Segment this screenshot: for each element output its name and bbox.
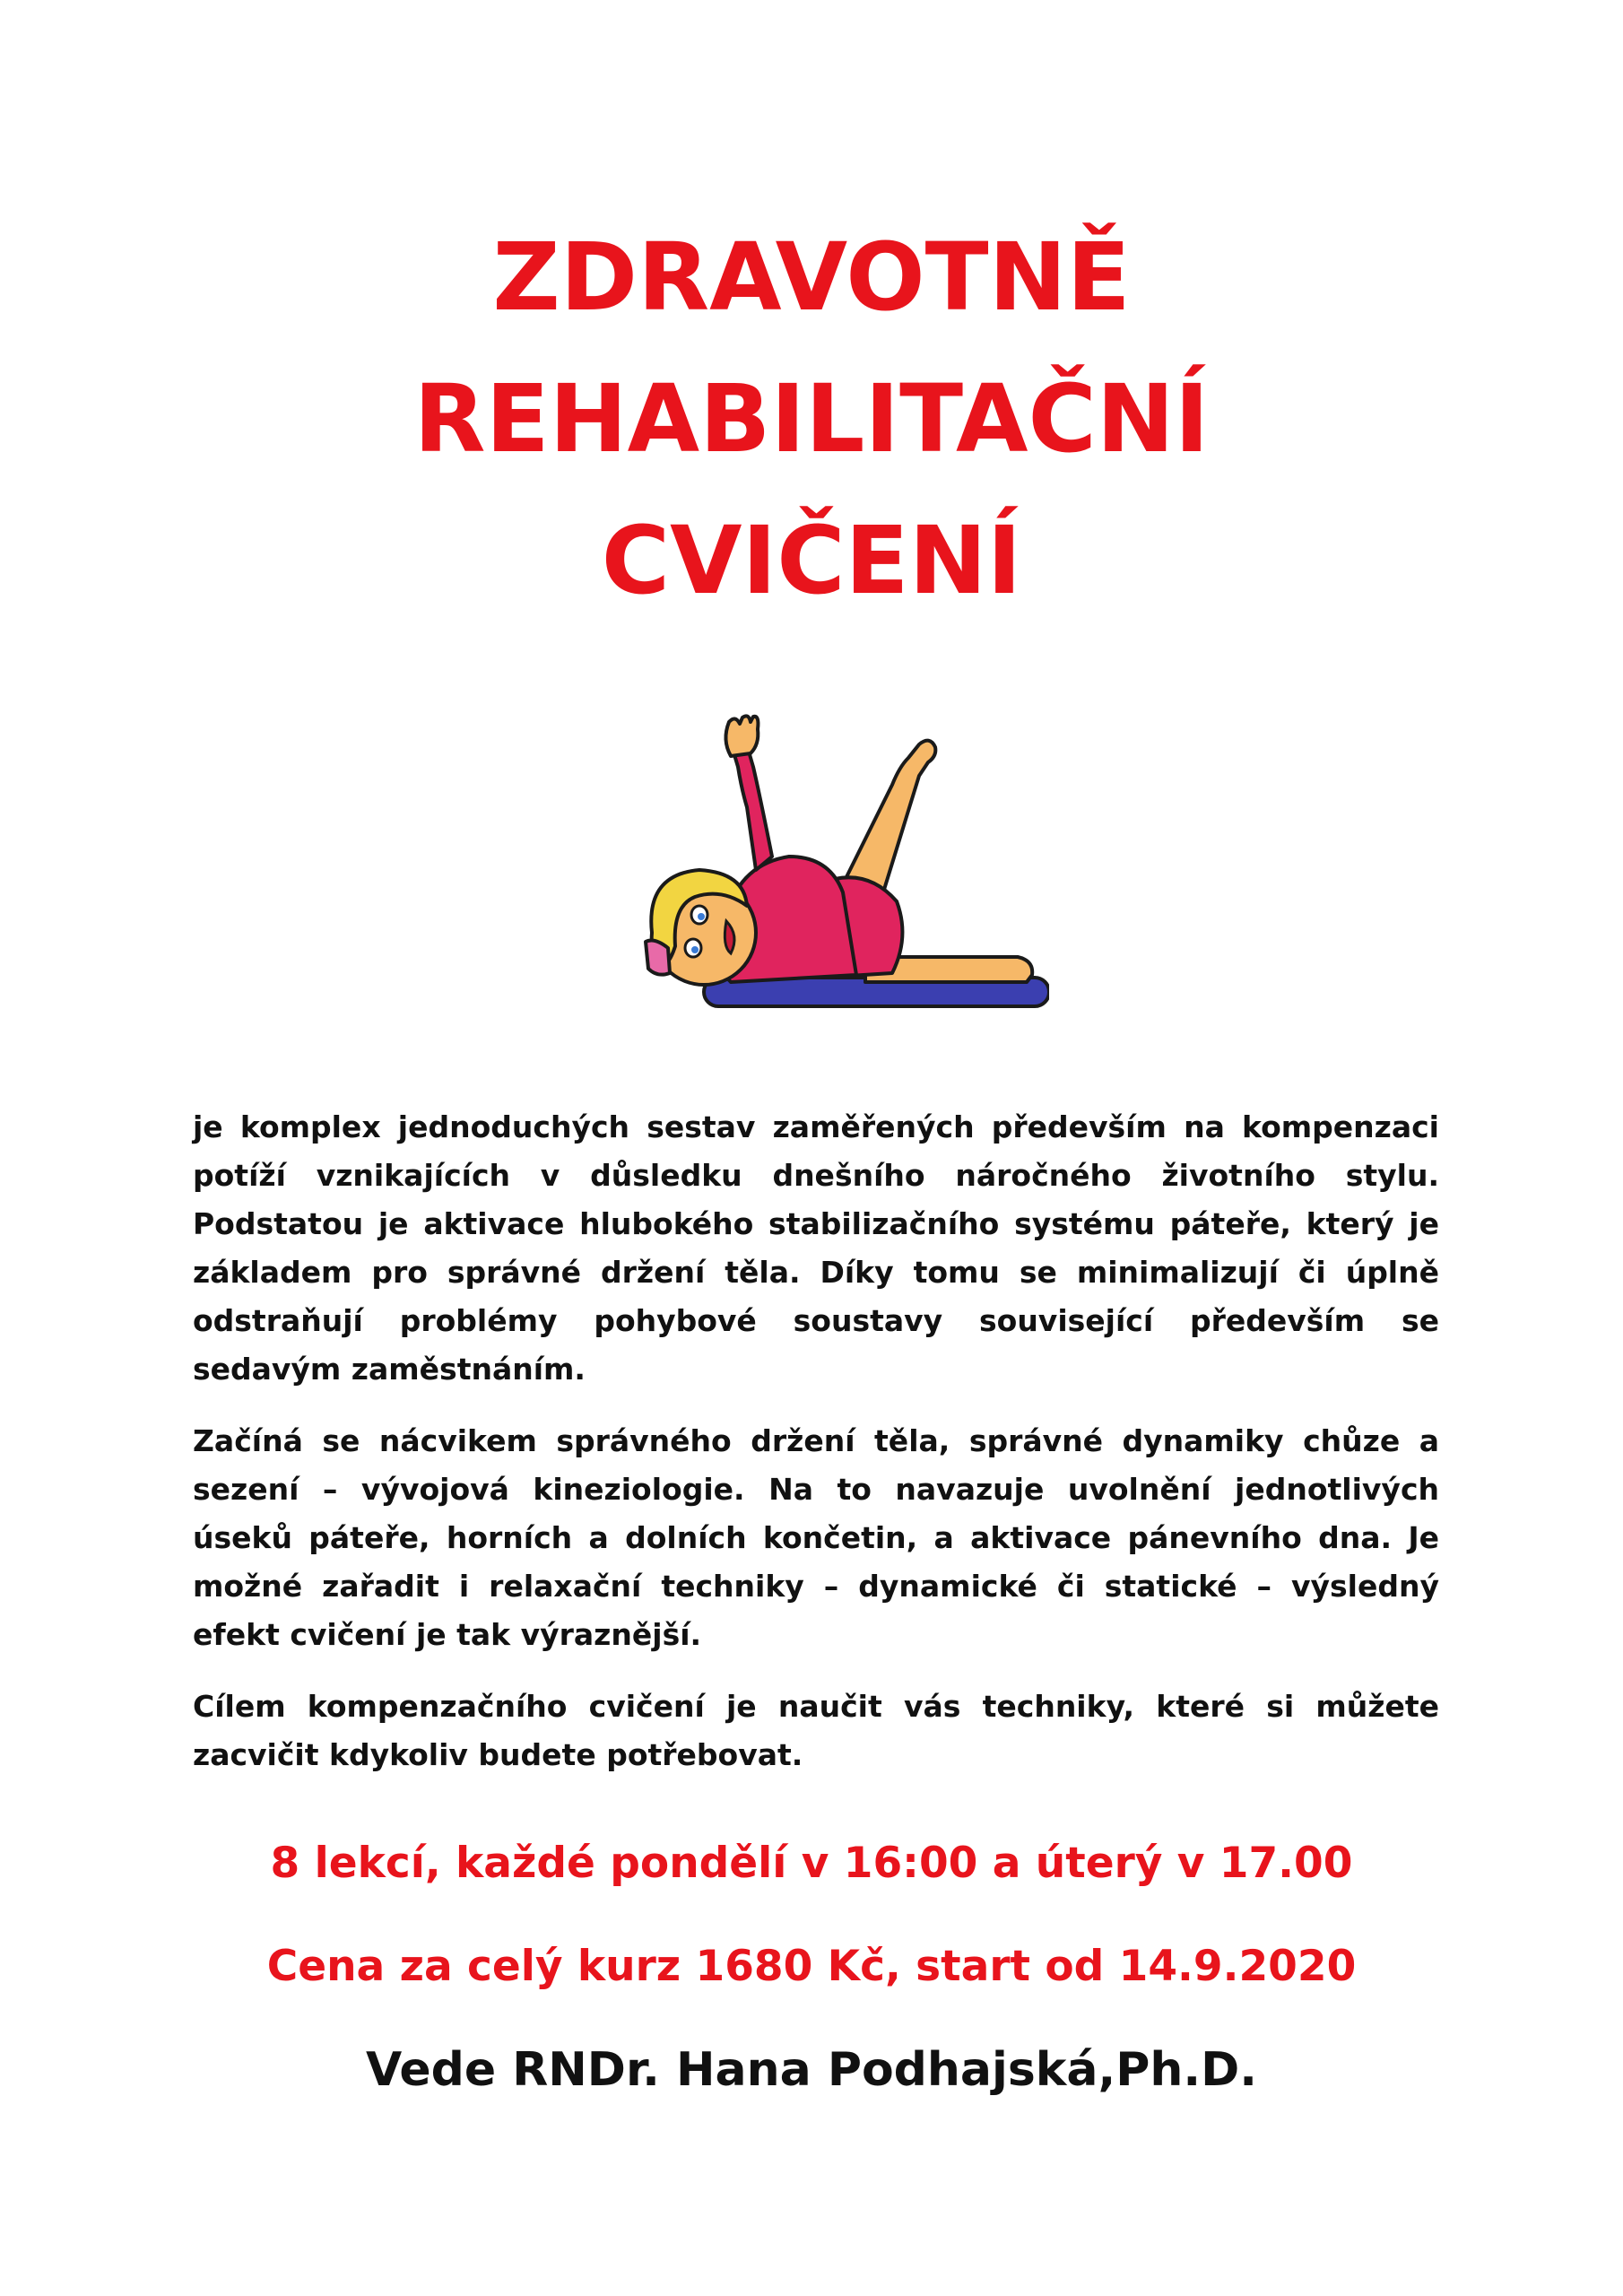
paragraph-2: Začíná se nácvikem správného držení těla, správné dynamiky chůze a sezení – vývojová kineziologie. Na to navazuje uvolnění jednotlivých úseků páteře, horních a dolních končetin, a aktivace pánevního dna. Je možné zařadit i relaxační techniky – dynamické či statické – výsledný efekt cvičení je tak výraznější. — [193, 1423, 1439, 1652]
title-line-1: ZDRAVOTNĚ — [492, 222, 1131, 332]
title-line-2: REHABILITAČNÍ — [413, 364, 1210, 474]
description-text — [193, 1103, 1439, 1803]
exercising-girl-illustration — [596, 713, 1049, 1022]
schedule-line: 8 lekcí, každé pondělí v 16:00 a úterý v 17.00 — [270, 1839, 1353, 1888]
raised-leg — [837, 741, 935, 897]
title-line-3: CVIČENÍ — [601, 506, 1022, 615]
instructor-line: Vede RNDr. Hana Podhajská,Ph.D. — [365, 2043, 1258, 2097]
paragraph-3: Cílem kompenzačního cvičení je naučit vás techniky, které si můžete zacvičit kdykoliv budete potřebovat. — [193, 1689, 1439, 1772]
raised-arm — [733, 740, 772, 870]
page-title — [0, 206, 1623, 631]
paragraph-1: je komplex jednoduchých sestav zaměřených především na kompenzaci potíží vznikajících v důsledku dnešního náročného životního stylu. Podstatou je aktivace hlubokého stabilizačního systému páteře, který je základem pro správné držení těla. Díky tomu se minimalizují či úplně odstraňují problémy pohybové soustavy související především se sedavým zaměstnáním. — [193, 1109, 1439, 1387]
hair-band — [646, 941, 670, 975]
hand — [725, 716, 758, 756]
price-line: Cena za celý kurz 1680 Kč, start od 14.9.2020 — [266, 1942, 1357, 1991]
